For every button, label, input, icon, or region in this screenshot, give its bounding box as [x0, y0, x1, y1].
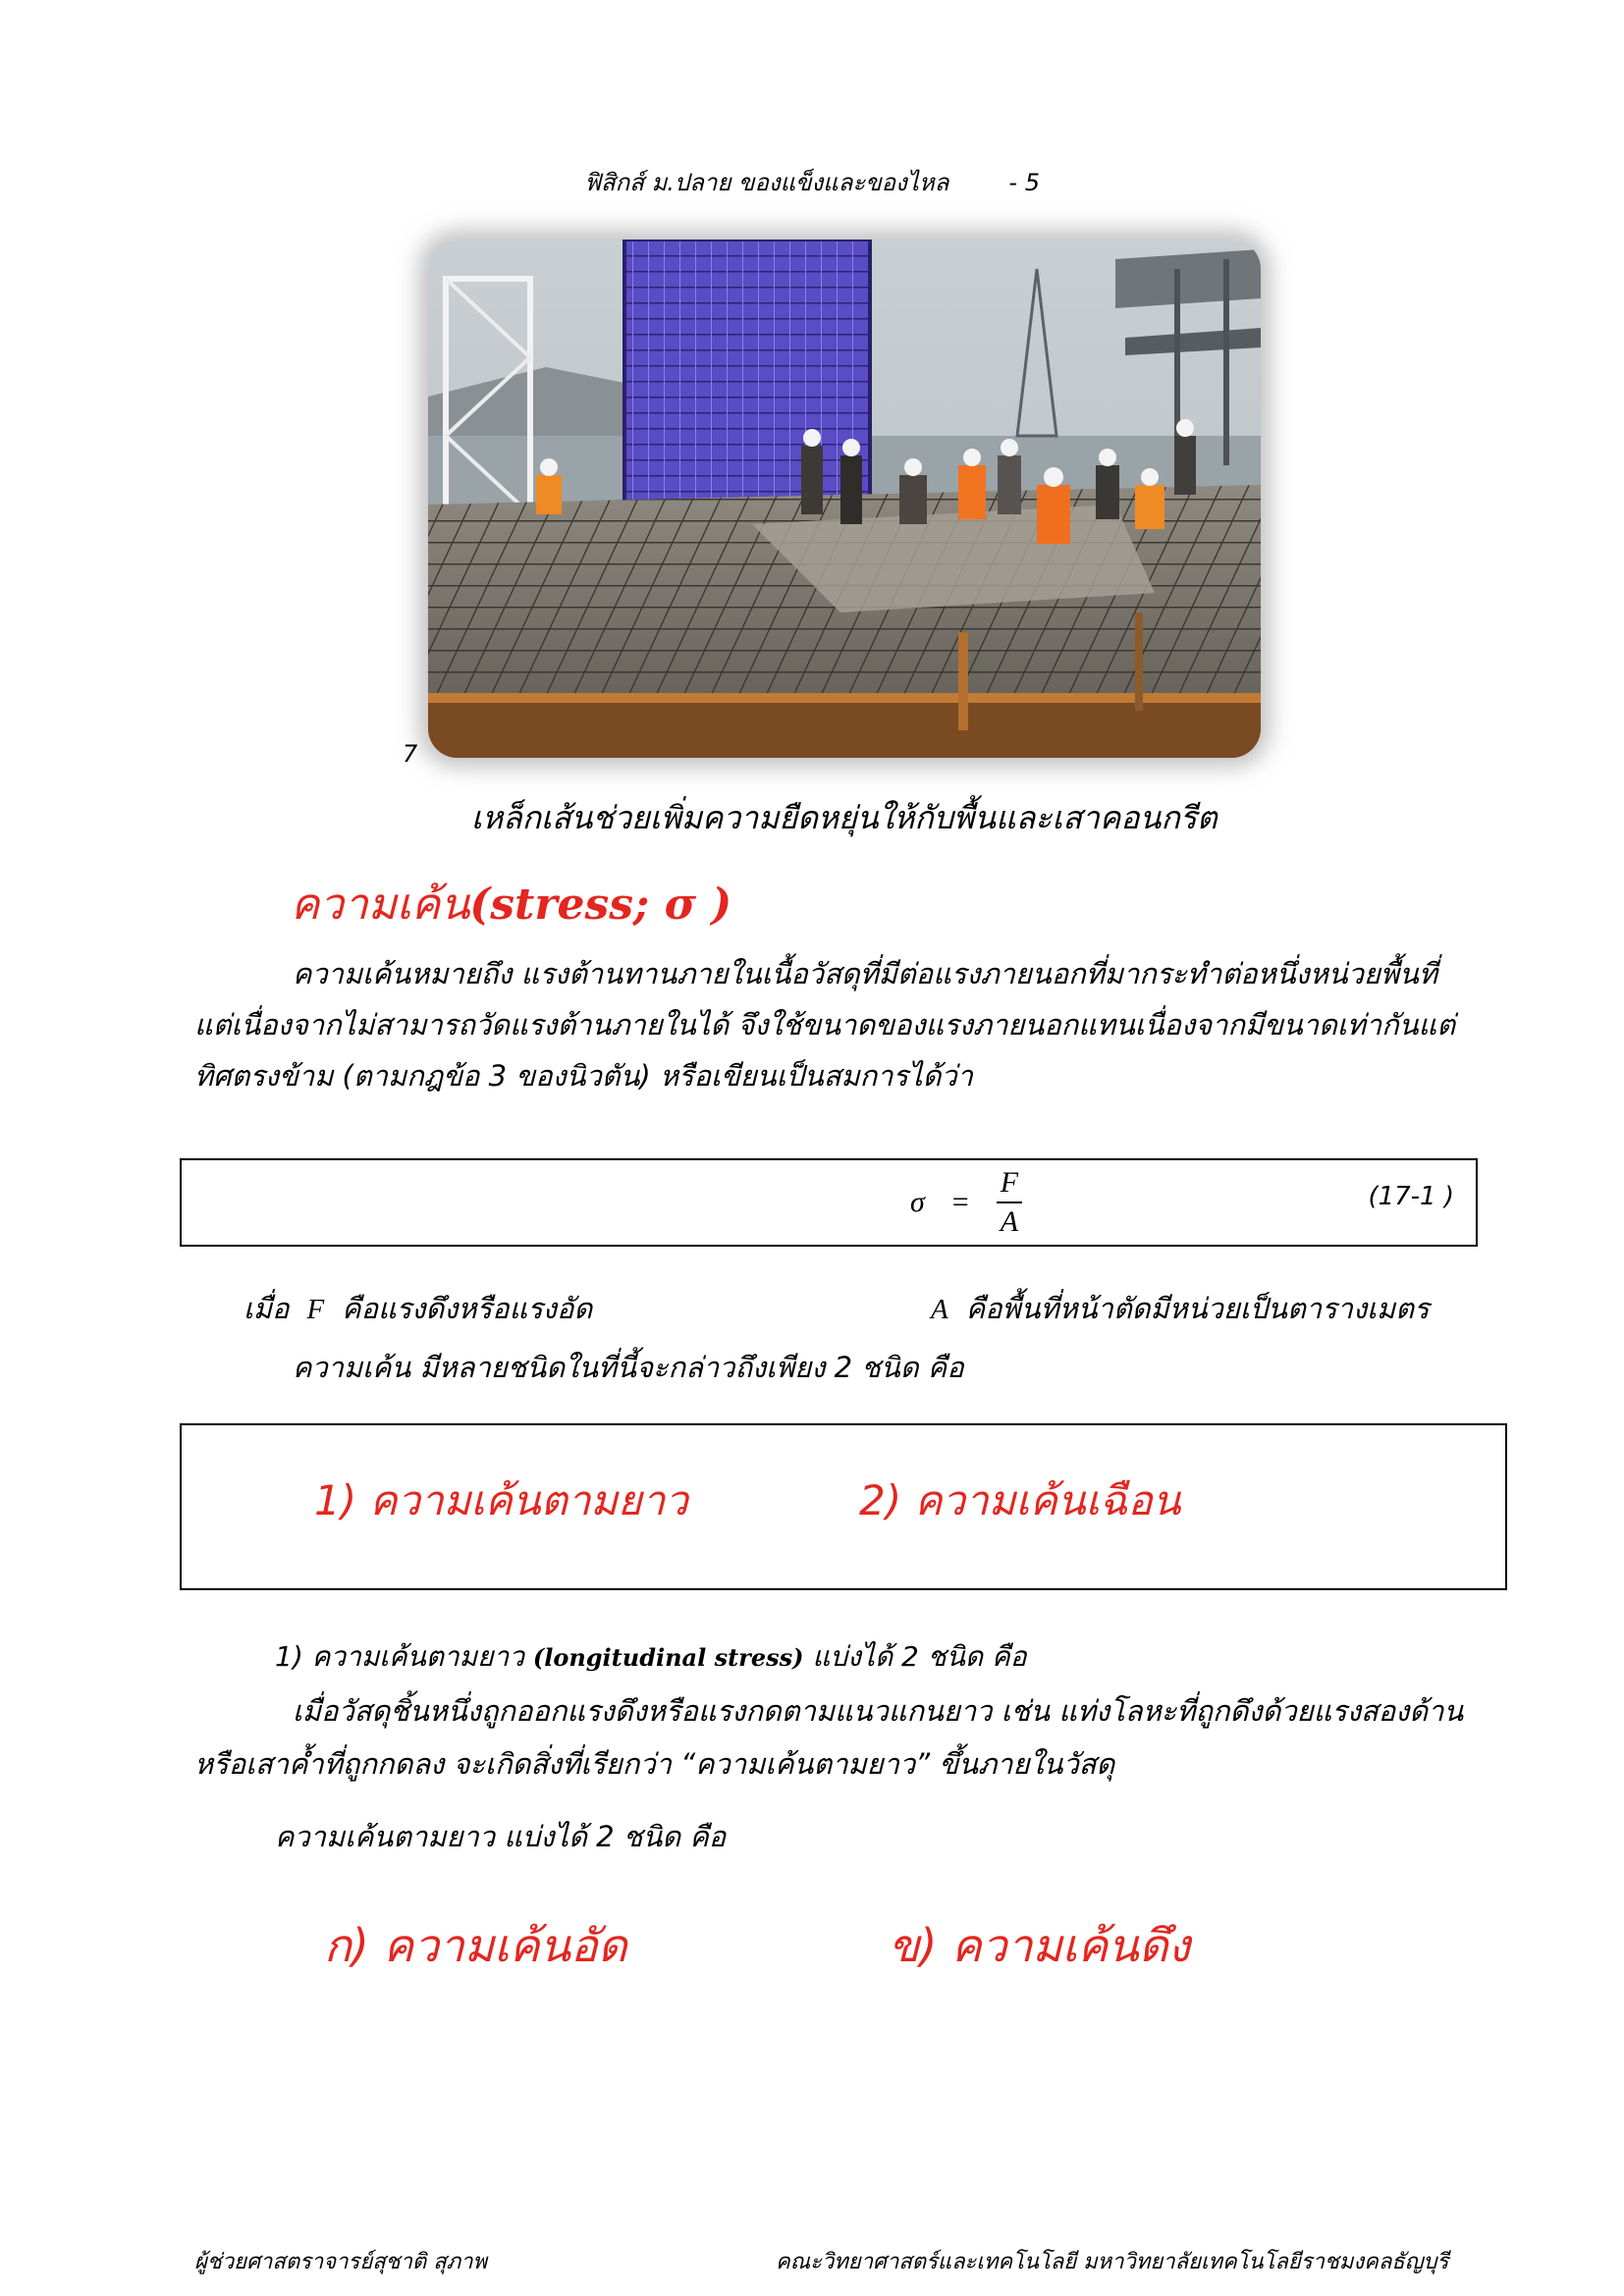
longitudinal-subtypes-intro: ความเค้นตามยาว แบ่งได้ 2 ชนิด คือ	[275, 1820, 727, 1853]
force-desc: คือแรงดึงหรือแรงอัด	[342, 1292, 593, 1325]
longitudinal-heading	[275, 1635, 1027, 1679]
construction-photo	[428, 240, 1261, 758]
page-number: - 5	[1008, 169, 1040, 196]
where-force	[244, 1286, 592, 1331]
area-desc: คือพื้นที่หน้าตัดมีหน่วยเป็นตารางเมตร	[965, 1292, 1430, 1325]
type-longitudinal: 1) ความเค้นตามยาว	[314, 1476, 688, 1524]
formula-denominator: A	[1000, 1205, 1019, 1238]
longitudinal-heading-post: แบ่งได้ 2 ชนิด คือ	[812, 1640, 1027, 1673]
section-title-thai: ความเค้น	[291, 880, 470, 930]
longitudinal-heading-pre: 1) ความเค้นตามยาว	[275, 1640, 524, 1673]
subtype-compressive: ก) ความเค้นอัด	[324, 1919, 627, 1972]
construction-photo-graphic	[428, 240, 1261, 758]
subtype-tensile: ข) ความเค้นดึง	[889, 1919, 1191, 1972]
type-shear: 2) ความเค้นเฉือน	[859, 1476, 1181, 1524]
where-label: เมื่อ	[244, 1292, 290, 1325]
where-area	[913, 1286, 1430, 1331]
intro-paragraph: ความเค้นหมายถึง แรงต้านทานภายในเนื้อวัสดุที่มีต่อแรงภายนอกที่มากระทำต่อหนึ่งหน่วยพื้นที่ แต่เนื่องจากไม่สามารถวัดแรงต้านภายในได้ จึงใช้ขนาดของแรงภายนอกแทนเนื่องจากมีขนาดเท่ากันแต่ทิศตรงข้าม (ตามกฎข้อ 3 ของนิวตัน) หรือเขียนเป็นสมการได้ว่า	[194, 957, 1456, 1093]
photo-caption: เหล็กเส้นช่วยเพิ่มความยืดหยุ่นให้กับพื้นและเสาคอนกรีต	[471, 799, 1218, 836]
header-title: ฟิสิกส์ ม.ปลาย ของแข็งและของไหล	[584, 169, 949, 196]
longitudinal-body: เมื่อวัสดุชิ้นหนึ่งถูกออกแรงดึงหรือแรงกดตามแนวแกนยาว เช่น แท่งโลหะที่ถูกดึงด้วยแรงสองด้าน หรือเสาค้ำที่ถูกกดลง จะเกิดสิ่งที่เรียกว่า “ความเค้นตามยาว” ขึ้นภายในวัสดุ	[194, 1694, 1464, 1781]
force-symbol: F	[306, 1294, 325, 1325]
section-title-latin: (stress; σ )	[469, 880, 732, 930]
formula-numerator: F	[997, 1166, 1022, 1203]
footer-author: ผู้ช่วยศาสตราจารย์สุชาติ สุภาพ	[194, 2250, 487, 2274]
page-header	[0, 163, 1624, 201]
formula-box	[180, 1158, 1478, 1247]
area-symbol: A	[931, 1294, 948, 1325]
formula-fraction	[997, 1166, 1022, 1239]
section-title	[291, 870, 731, 938]
stress-formula	[910, 1166, 1022, 1238]
footer-institution: คณะวิทยาศาสตร์และเทคโนโลยี มหาวิทยาลัยเทคโนโลยีราชมงคลธัญบุรี	[776, 2250, 1449, 2274]
equation-number: (17-1 )	[1368, 1182, 1454, 1211]
formula-lhs: σ	[910, 1186, 925, 1218]
stress-types-box	[180, 1423, 1507, 1590]
longitudinal-heading-latin: (longitudinal stress)	[532, 1643, 804, 1672]
formula-equals: =	[951, 1186, 969, 1218]
types-intro: ความเค้น มีหลายชนิดในที่นี้จะกล่าวถึงเพียง 2 ชนิด คือ	[293, 1351, 964, 1384]
photo-number: 7	[403, 740, 418, 768]
